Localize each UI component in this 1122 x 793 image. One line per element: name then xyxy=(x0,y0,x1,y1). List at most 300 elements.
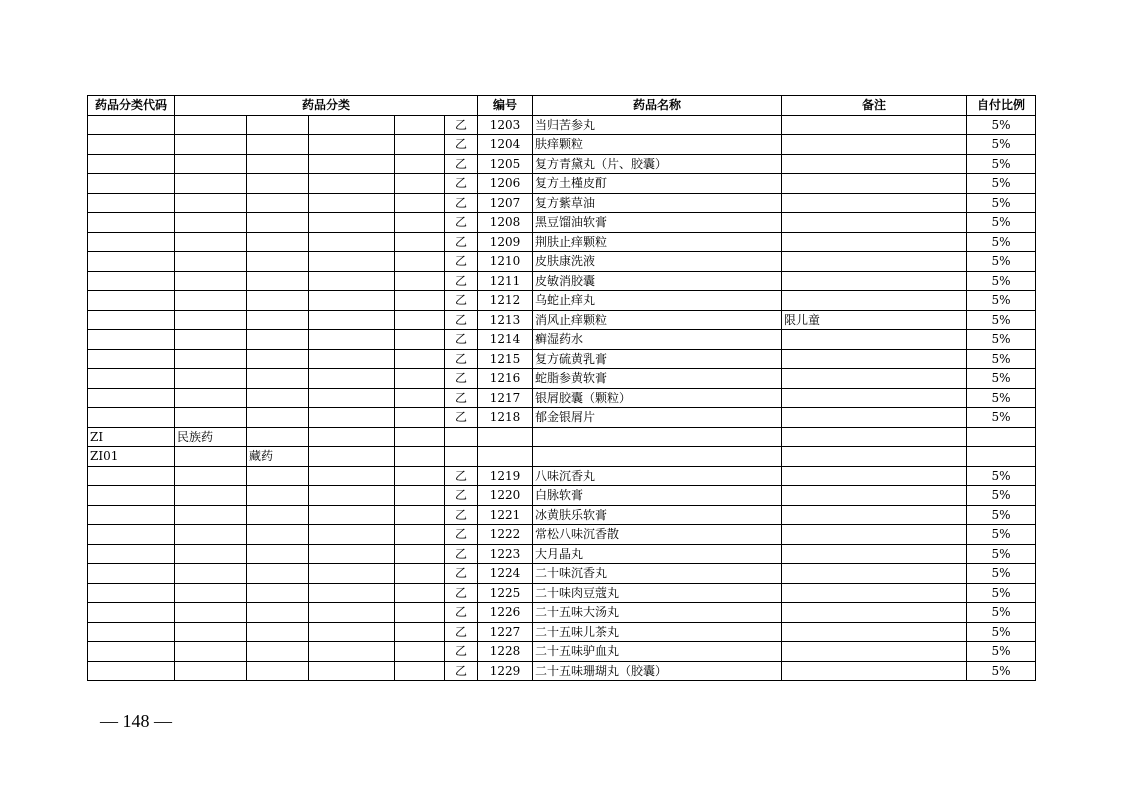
cell-c3 xyxy=(309,466,395,486)
cell-name: 当归苦参丸 xyxy=(533,115,782,135)
cell-c4 xyxy=(395,115,445,135)
cell-grade: 乙 xyxy=(445,135,478,155)
table-row xyxy=(88,525,1036,545)
table-row xyxy=(88,291,1036,311)
table-row xyxy=(88,174,1036,194)
cell-num: 1214 xyxy=(478,330,533,350)
cell-grade: 乙 xyxy=(445,154,478,174)
cell-ratio: 5% xyxy=(967,349,1036,369)
cell-ratio: 5% xyxy=(967,154,1036,174)
cell-c3 xyxy=(309,544,395,564)
cell-c3 xyxy=(309,486,395,506)
cell-name: 二十五味珊瑚丸（胶囊） xyxy=(533,661,782,681)
cell-ratio: 5% xyxy=(967,525,1036,545)
cell-code xyxy=(88,193,175,213)
table-row xyxy=(88,544,1036,564)
cell-c3 xyxy=(309,349,395,369)
cell-c1 xyxy=(175,271,247,291)
table-row xyxy=(88,232,1036,252)
cell-num: 1208 xyxy=(478,213,533,233)
cell-c2 xyxy=(247,135,309,155)
cell-c4 xyxy=(395,525,445,545)
cell-code xyxy=(88,115,175,135)
cell-code xyxy=(88,525,175,545)
cell-c2 xyxy=(247,213,309,233)
cell-c4 xyxy=(395,135,445,155)
cell-c3 xyxy=(309,661,395,681)
cell-grade: 乙 xyxy=(445,486,478,506)
cell-num xyxy=(478,427,533,447)
cell-name: 复方土槿皮酊 xyxy=(533,174,782,194)
table-row xyxy=(88,408,1036,428)
cell-c4 xyxy=(395,291,445,311)
cell-c1 xyxy=(175,408,247,428)
cell-c2 xyxy=(247,544,309,564)
cell-c2 xyxy=(247,349,309,369)
cell-num: 1212 xyxy=(478,291,533,311)
cell-grade: 乙 xyxy=(445,330,478,350)
cell-ratio: 5% xyxy=(967,115,1036,135)
cell-ratio: 5% xyxy=(967,330,1036,350)
cell-c1 xyxy=(175,544,247,564)
cell-c4 xyxy=(395,252,445,272)
cell-num: 1228 xyxy=(478,642,533,662)
cell-grade: 乙 xyxy=(445,544,478,564)
cell-name: 黑豆馏油软膏 xyxy=(533,213,782,233)
cell-c2 xyxy=(247,154,309,174)
cell-c3 xyxy=(309,193,395,213)
cell-num: 1226 xyxy=(478,603,533,623)
cell-c4 xyxy=(395,661,445,681)
cell-grade: 乙 xyxy=(445,193,478,213)
cell-ratio: 5% xyxy=(967,252,1036,272)
cell-code xyxy=(88,583,175,603)
header-ratio: 自付比例 xyxy=(967,96,1036,116)
cell-c3 xyxy=(309,232,395,252)
cell-note xyxy=(782,271,967,291)
cell-grade xyxy=(445,447,478,467)
table-row xyxy=(88,427,1036,447)
cell-c4 xyxy=(395,369,445,389)
cell-ratio xyxy=(967,427,1036,447)
cell-ratio: 5% xyxy=(967,486,1036,506)
cell-name: 乌蛇止痒丸 xyxy=(533,291,782,311)
cell-c4 xyxy=(395,622,445,642)
table-row xyxy=(88,252,1036,272)
cell-c1 xyxy=(175,622,247,642)
cell-code: ZI xyxy=(88,427,175,447)
cell-c3 xyxy=(309,505,395,525)
cell-c1 xyxy=(175,642,247,662)
cell-c2 xyxy=(247,603,309,623)
cell-c3 xyxy=(309,388,395,408)
cell-num: 1225 xyxy=(478,583,533,603)
cell-c2 xyxy=(247,193,309,213)
cell-c3 xyxy=(309,642,395,662)
cell-c3 xyxy=(309,447,395,467)
cell-ratio: 5% xyxy=(967,291,1036,311)
cell-c1 xyxy=(175,466,247,486)
cell-c2 xyxy=(247,369,309,389)
cell-grade: 乙 xyxy=(445,525,478,545)
cell-note xyxy=(782,642,967,662)
cell-grade: 乙 xyxy=(445,174,478,194)
cell-note xyxy=(782,544,967,564)
cell-c3 xyxy=(309,115,395,135)
cell-c4 xyxy=(395,505,445,525)
cell-note xyxy=(782,154,967,174)
table-row xyxy=(88,115,1036,135)
cell-c1 xyxy=(175,505,247,525)
cell-c3 xyxy=(309,310,395,330)
cell-name: 常松八味沉香散 xyxy=(533,525,782,545)
cell-name: 复方硫黄乳膏 xyxy=(533,349,782,369)
cell-c2 xyxy=(247,622,309,642)
table-row xyxy=(88,603,1036,623)
cell-c2 xyxy=(247,408,309,428)
cell-code xyxy=(88,271,175,291)
cell-c1 xyxy=(175,135,247,155)
cell-c4 xyxy=(395,330,445,350)
cell-c4 xyxy=(395,603,445,623)
cell-name: 皮肤康洗液 xyxy=(533,252,782,272)
cell-ratio: 5% xyxy=(967,603,1036,623)
cell-name: 大月晶丸 xyxy=(533,544,782,564)
table-row xyxy=(88,330,1036,350)
cell-num: 1220 xyxy=(478,486,533,506)
cell-code xyxy=(88,154,175,174)
cell-ratio: 5% xyxy=(967,232,1036,252)
cell-name: 银屑胶囊（颗粒） xyxy=(533,388,782,408)
cell-c4 xyxy=(395,388,445,408)
cell-ratio: 5% xyxy=(967,408,1036,428)
table-body xyxy=(88,115,1036,681)
cell-note xyxy=(782,661,967,681)
cell-note xyxy=(782,447,967,467)
cell-grade: 乙 xyxy=(445,349,478,369)
cell-grade: 乙 xyxy=(445,583,478,603)
cell-code xyxy=(88,232,175,252)
cell-code xyxy=(88,291,175,311)
cell-name: 二十五味驴血丸 xyxy=(533,642,782,662)
cell-grade: 乙 xyxy=(445,505,478,525)
cell-ratio: 5% xyxy=(967,310,1036,330)
cell-grade: 乙 xyxy=(445,466,478,486)
cell-code xyxy=(88,349,175,369)
table-row xyxy=(88,447,1036,467)
cell-num: 1215 xyxy=(478,349,533,369)
cell-ratio: 5% xyxy=(967,544,1036,564)
table-row xyxy=(88,388,1036,408)
cell-c3 xyxy=(309,291,395,311)
cell-name: 二十味沉香丸 xyxy=(533,564,782,584)
cell-c1 xyxy=(175,154,247,174)
cell-code xyxy=(88,505,175,525)
cell-num xyxy=(478,447,533,467)
cell-num: 1205 xyxy=(478,154,533,174)
cell-ratio: 5% xyxy=(967,271,1036,291)
cell-code xyxy=(88,174,175,194)
cell-num: 1207 xyxy=(478,193,533,213)
cell-c4 xyxy=(395,642,445,662)
cell-c3 xyxy=(309,564,395,584)
cell-grade: 乙 xyxy=(445,310,478,330)
cell-name: 复方青黛丸（片、胶囊） xyxy=(533,154,782,174)
cell-name xyxy=(533,447,782,467)
cell-note xyxy=(782,525,967,545)
cell-code: ZI01 xyxy=(88,447,175,467)
cell-num: 1213 xyxy=(478,310,533,330)
cell-ratio: 5% xyxy=(967,174,1036,194)
cell-c1 xyxy=(175,583,247,603)
cell-code xyxy=(88,252,175,272)
table-header-row xyxy=(88,96,1036,116)
cell-c1 xyxy=(175,369,247,389)
cell-num: 1229 xyxy=(478,661,533,681)
cell-c1 xyxy=(175,213,247,233)
cell-c2: 藏药 xyxy=(247,447,309,467)
cell-c2 xyxy=(247,291,309,311)
cell-grade: 乙 xyxy=(445,369,478,389)
cell-c4 xyxy=(395,310,445,330)
cell-num: 1209 xyxy=(478,232,533,252)
cell-c1 xyxy=(175,115,247,135)
cell-c4 xyxy=(395,154,445,174)
cell-code xyxy=(88,642,175,662)
cell-c2 xyxy=(247,310,309,330)
cell-c1 xyxy=(175,330,247,350)
cell-grade: 乙 xyxy=(445,642,478,662)
cell-note xyxy=(782,388,967,408)
table-row xyxy=(88,271,1036,291)
cell-note xyxy=(782,505,967,525)
cell-grade xyxy=(445,427,478,447)
cell-c2 xyxy=(247,466,309,486)
cell-num: 1217 xyxy=(478,388,533,408)
cell-grade: 乙 xyxy=(445,271,478,291)
cell-ratio: 5% xyxy=(967,505,1036,525)
cell-c2 xyxy=(247,330,309,350)
cell-c1 xyxy=(175,388,247,408)
cell-code xyxy=(88,369,175,389)
cell-note xyxy=(782,564,967,584)
cell-note xyxy=(782,193,967,213)
cell-c4 xyxy=(395,564,445,584)
cell-num: 1218 xyxy=(478,408,533,428)
cell-code xyxy=(88,486,175,506)
cell-code xyxy=(88,330,175,350)
cell-c2 xyxy=(247,661,309,681)
cell-c2 xyxy=(247,115,309,135)
cell-num: 1224 xyxy=(478,564,533,584)
cell-num: 1210 xyxy=(478,252,533,272)
table-row xyxy=(88,661,1036,681)
table-row xyxy=(88,349,1036,369)
cell-grade: 乙 xyxy=(445,291,478,311)
cell-name: 荆肤止痒颗粒 xyxy=(533,232,782,252)
cell-num: 1221 xyxy=(478,505,533,525)
cell-c4 xyxy=(395,213,445,233)
cell-note xyxy=(782,252,967,272)
table-row xyxy=(88,135,1036,155)
drug-table xyxy=(87,95,1036,681)
cell-c3 xyxy=(309,252,395,272)
cell-c2 xyxy=(247,232,309,252)
cell-c3 xyxy=(309,330,395,350)
cell-c1 xyxy=(175,252,247,272)
cell-c3 xyxy=(309,583,395,603)
cell-c2 xyxy=(247,486,309,506)
cell-c3 xyxy=(309,622,395,642)
cell-ratio: 5% xyxy=(967,193,1036,213)
cell-grade: 乙 xyxy=(445,252,478,272)
cell-ratio xyxy=(967,447,1036,467)
cell-c3 xyxy=(309,174,395,194)
cell-note xyxy=(782,174,967,194)
cell-name: 郁金银屑片 xyxy=(533,408,782,428)
cell-ratio: 5% xyxy=(967,388,1036,408)
cell-note xyxy=(782,349,967,369)
cell-ratio: 5% xyxy=(967,466,1036,486)
cell-name: 消风止痒颗粒 xyxy=(533,310,782,330)
cell-name: 二十五味大汤丸 xyxy=(533,603,782,623)
cell-name: 肤痒颗粒 xyxy=(533,135,782,155)
table-row xyxy=(88,622,1036,642)
cell-note xyxy=(782,369,967,389)
cell-c1 xyxy=(175,310,247,330)
cell-c4 xyxy=(395,408,445,428)
cell-c2 xyxy=(247,271,309,291)
header-name: 药品名称 xyxy=(533,96,782,116)
cell-grade: 乙 xyxy=(445,603,478,623)
cell-note xyxy=(782,330,967,350)
cell-c2 xyxy=(247,427,309,447)
table-row xyxy=(88,193,1036,213)
cell-name: 冰黄肤乐软膏 xyxy=(533,505,782,525)
cell-note xyxy=(782,115,967,135)
cell-num: 1222 xyxy=(478,525,533,545)
cell-c2 xyxy=(247,252,309,272)
table-row xyxy=(88,154,1036,174)
cell-num: 1223 xyxy=(478,544,533,564)
cell-c1 xyxy=(175,525,247,545)
cell-grade: 乙 xyxy=(445,388,478,408)
cell-c4 xyxy=(395,486,445,506)
cell-num: 1219 xyxy=(478,466,533,486)
cell-c2 xyxy=(247,642,309,662)
cell-c3 xyxy=(309,135,395,155)
cell-c4 xyxy=(395,271,445,291)
cell-code xyxy=(88,544,175,564)
cell-num: 1206 xyxy=(478,174,533,194)
cell-c4 xyxy=(395,174,445,194)
cell-c3 xyxy=(309,525,395,545)
cell-c1 xyxy=(175,174,247,194)
cell-note xyxy=(782,583,967,603)
cell-c1 xyxy=(175,349,247,369)
cell-c2 xyxy=(247,505,309,525)
header-category: 药品分类 xyxy=(175,96,478,116)
cell-c2 xyxy=(247,564,309,584)
table-row xyxy=(88,642,1036,662)
cell-note xyxy=(782,427,967,447)
cell-code xyxy=(88,564,175,584)
cell-note xyxy=(782,135,967,155)
cell-c3 xyxy=(309,213,395,233)
page-number: — 148 — xyxy=(100,711,172,731)
cell-code xyxy=(88,135,175,155)
cell-name: 白脉软膏 xyxy=(533,486,782,506)
cell-note xyxy=(782,622,967,642)
cell-code xyxy=(88,622,175,642)
cell-c3 xyxy=(309,427,395,447)
table-row xyxy=(88,310,1036,330)
cell-c2 xyxy=(247,583,309,603)
table-row xyxy=(88,466,1036,486)
cell-note xyxy=(782,232,967,252)
cell-name: 癣湿药水 xyxy=(533,330,782,350)
cell-name: 皮敏消胶囊 xyxy=(533,271,782,291)
header-code: 药品分类代码 xyxy=(88,96,175,116)
cell-num: 1216 xyxy=(478,369,533,389)
cell-code xyxy=(88,466,175,486)
cell-c3 xyxy=(309,408,395,428)
cell-num: 1204 xyxy=(478,135,533,155)
cell-c1 xyxy=(175,193,247,213)
cell-ratio: 5% xyxy=(967,213,1036,233)
cell-note xyxy=(782,213,967,233)
cell-name: 蛇脂参黄软膏 xyxy=(533,369,782,389)
table-row xyxy=(88,369,1036,389)
cell-num: 1211 xyxy=(478,271,533,291)
table-row xyxy=(88,583,1036,603)
cell-note: 限儿童 xyxy=(782,310,967,330)
cell-grade: 乙 xyxy=(445,408,478,428)
cell-name: 八味沉香丸 xyxy=(533,466,782,486)
cell-c1 xyxy=(175,603,247,623)
cell-name: 二十五味儿茶丸 xyxy=(533,622,782,642)
cell-c2 xyxy=(247,174,309,194)
cell-code xyxy=(88,408,175,428)
header-number: 编号 xyxy=(478,96,533,116)
cell-c4 xyxy=(395,232,445,252)
table-row xyxy=(88,564,1036,584)
table-row xyxy=(88,486,1036,506)
cell-grade: 乙 xyxy=(445,622,478,642)
cell-note xyxy=(782,466,967,486)
cell-code xyxy=(88,310,175,330)
cell-c4 xyxy=(395,466,445,486)
cell-c1 xyxy=(175,447,247,467)
cell-note xyxy=(782,603,967,623)
cell-c4 xyxy=(395,583,445,603)
header-note: 备注 xyxy=(782,96,967,116)
cell-name xyxy=(533,427,782,447)
cell-c1 xyxy=(175,661,247,681)
cell-note xyxy=(782,408,967,428)
cell-c4 xyxy=(395,349,445,369)
cell-grade: 乙 xyxy=(445,661,478,681)
table-row xyxy=(88,213,1036,233)
cell-c2 xyxy=(247,388,309,408)
cell-ratio: 5% xyxy=(967,369,1036,389)
cell-ratio: 5% xyxy=(967,622,1036,642)
cell-code xyxy=(88,661,175,681)
cell-note xyxy=(782,486,967,506)
cell-grade: 乙 xyxy=(445,115,478,135)
table-row xyxy=(88,505,1036,525)
cell-c4 xyxy=(395,447,445,467)
